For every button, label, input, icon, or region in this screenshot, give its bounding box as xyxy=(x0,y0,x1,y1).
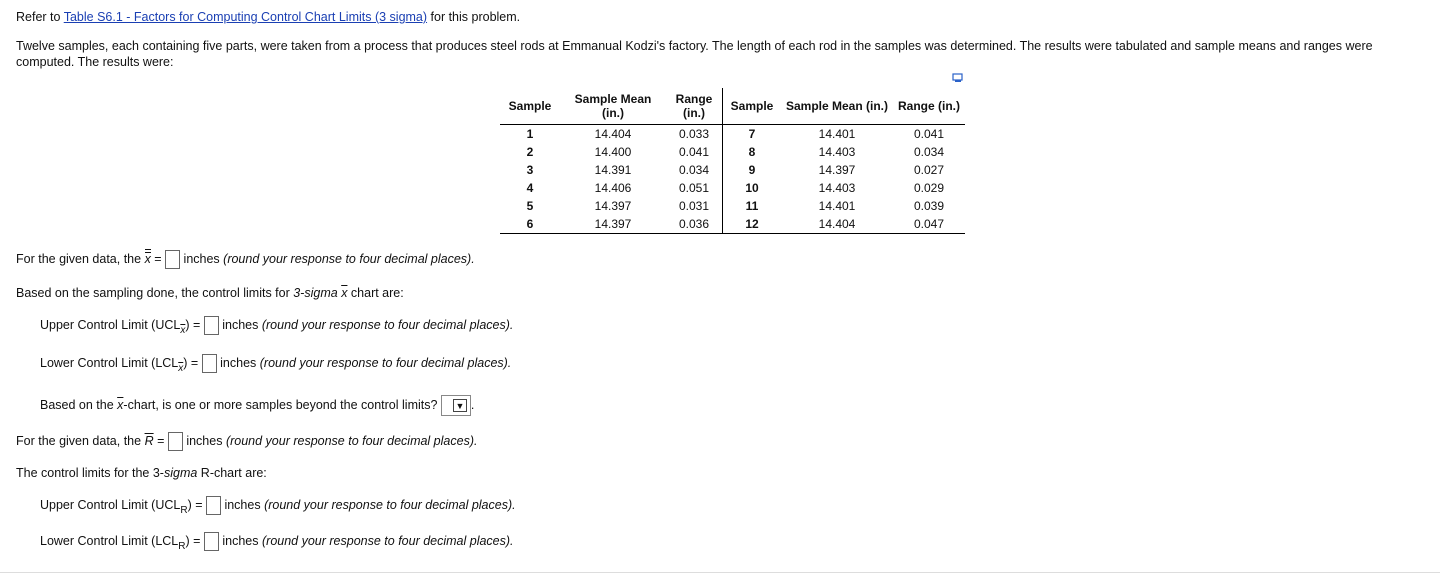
ucl-r-answer-input[interactable] xyxy=(206,496,221,515)
lcl-r-answer-input[interactable] xyxy=(204,532,219,551)
ucl-x-answer-input[interactable] xyxy=(204,316,219,335)
x-double-bar-symbol: x xyxy=(144,251,151,266)
r-chart-intro: The control limits for the 3-sigma R-chart are: xyxy=(16,466,267,480)
table-row: 3 14.391 0.034 9 14.397 0.027 xyxy=(526,162,945,177)
table-row: 1 14.404 0.033 7 14.401 0.041 xyxy=(500,124,965,143)
bottom-divider xyxy=(0,572,1440,573)
rbar-answer-input[interactable] xyxy=(168,432,183,451)
samples-table xyxy=(500,88,965,234)
header-sample: Sample xyxy=(500,88,560,124)
question-beyond-limits: Based on the $\overline{x}$-chart, is one or more samples beyond the control limits? ▼ . xyxy=(40,395,474,416)
factors-table-link[interactable]: Table S6.1 - Factors for Computing Control Chart Limits (3 sigma) xyxy=(63,10,428,24)
problem-text: Twelve samples, each containing five parts, were taken from a process that produces steel rods at Emmanual Kodzi's factory. The length of each rod in the samples was determined. The results were tabulated and sample means and ranges were computed. The results were: xyxy=(16,39,1373,69)
copy-data-icon[interactable] xyxy=(952,72,964,84)
table-header-row xyxy=(500,88,965,124)
table-row: 6 14.397 0.036 12 14.404 0.047 xyxy=(500,215,965,234)
r-bar-symbol: $\overline{R}$ xyxy=(144,433,154,448)
question-lcl-x: Lower Control Limit $(LCL_{\overline{x}})$ = inches (round your response to four decimal places). xyxy=(40,355,512,374)
header-sample-2: Sample xyxy=(723,88,782,124)
header-sample-mean-2: Sample Mean (in.) xyxy=(781,88,893,124)
table-row: 5 14.397 0.031 11 14.401 0.039 xyxy=(526,198,945,213)
header-range: Range (in.) xyxy=(666,88,723,124)
intro-line: Refer to Table S6.1 - Factors for Computing Control Chart Limits (3 sigma) for this problem. xyxy=(16,10,521,24)
table-row: 2 14.400 0.041 8 14.403 0.034 xyxy=(526,144,945,159)
question-ucl-x: Upper Control Limit $(UCL_{\overline{x}})$ = inches (round your response to four decimal places). xyxy=(40,317,514,336)
table-row: 4 14.406 0.051 10 14.403 0.029 xyxy=(526,180,945,195)
control-limits-intro: Based on the sampling done, the control limits for 3-sigma $\overline{x}$ chart are: xyxy=(16,286,404,300)
question-lcl-r: Lower Control Limit $(LCL_R)$ = inches (round your response to four decimal places). xyxy=(40,533,514,552)
beyond-limits-dropdown[interactable] xyxy=(441,395,471,416)
question-rbar: For the given data, the $\overline{R}$ = inches (round your response to four decimal places). xyxy=(16,432,477,451)
header-range-2: Range (in.) xyxy=(893,88,965,124)
question-ucl-r: Upper Control Limit $(UCL_R)$ = inches (round your response to four decimal places). xyxy=(40,497,516,516)
dropdown-arrow-icon: ▼ xyxy=(453,399,467,412)
header-sample-mean: Sample Mean (in.) xyxy=(560,88,666,124)
question-xdbar: For the given data, the x = inches (round your response to four decimal places). xyxy=(16,250,475,269)
xdbar-answer-input[interactable] xyxy=(165,250,180,269)
lcl-x-answer-input[interactable] xyxy=(202,354,217,373)
